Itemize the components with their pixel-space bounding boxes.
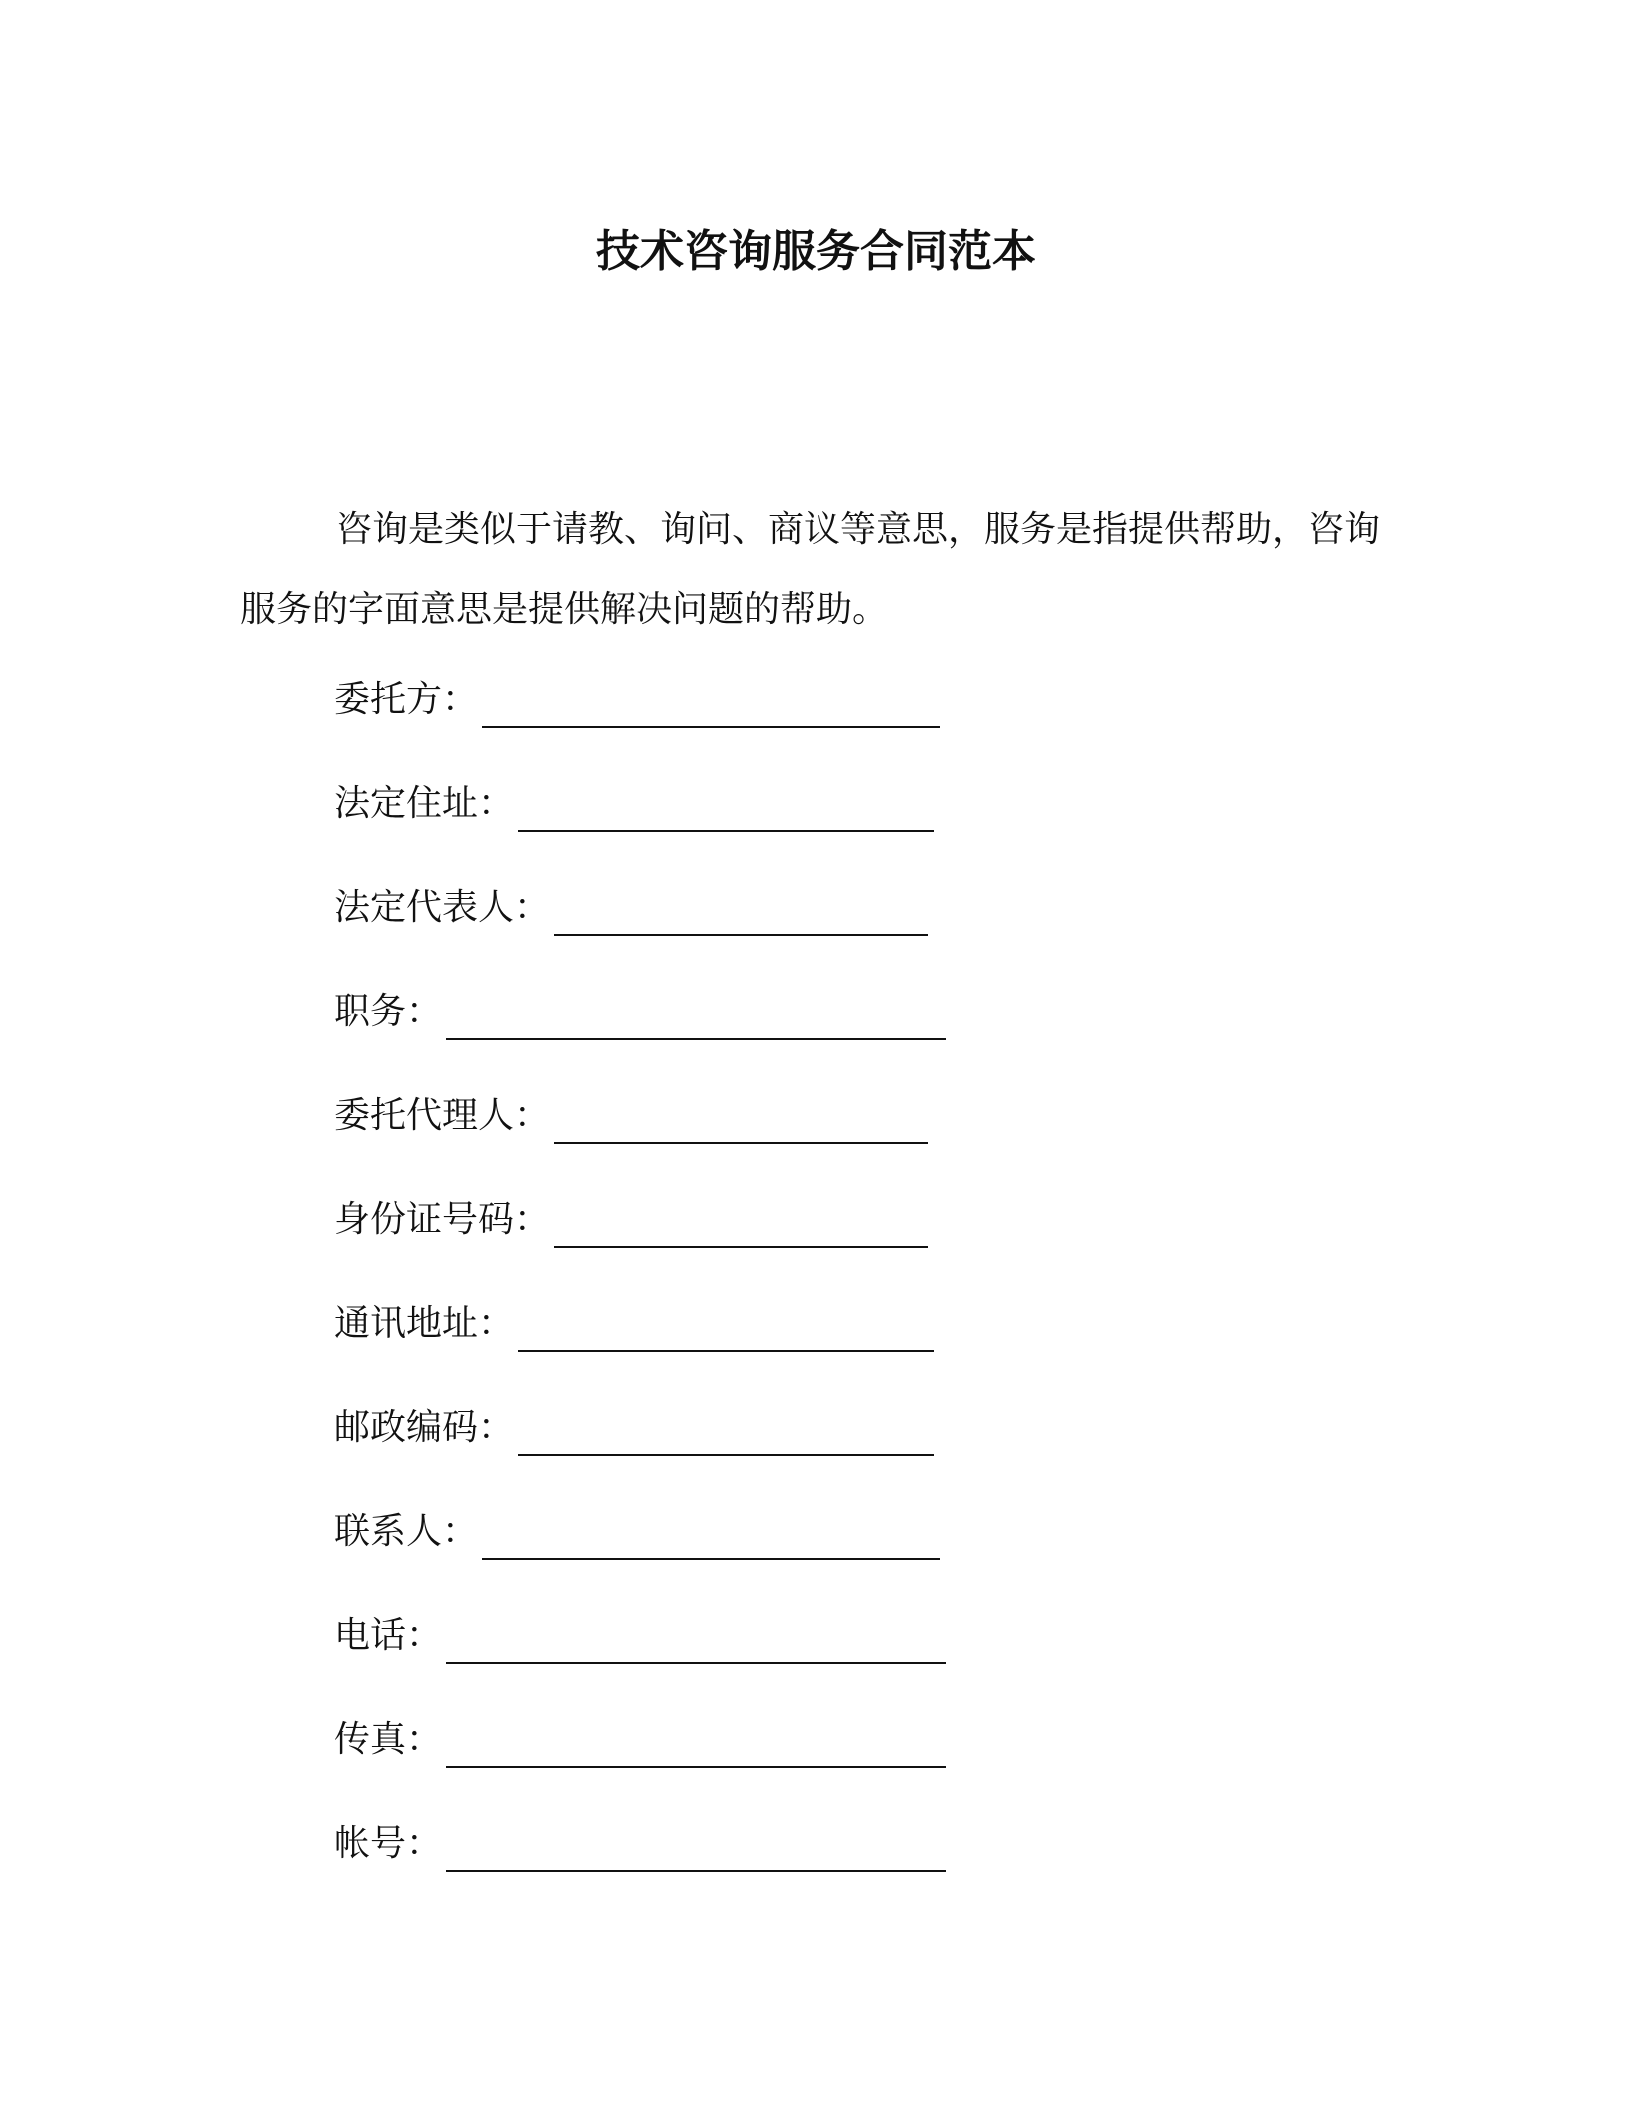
field-label: 法定代表人： [334,887,551,928]
field-row-account [334,1814,1334,1918]
field-label: 电话： [334,1615,443,1656]
field-label: 委托方： [334,679,479,720]
field-label: 传真： [334,1719,443,1760]
field-row-mailing-address [334,1294,1334,1398]
field-label: 身份证号码： [334,1199,551,1240]
blank-fill-line[interactable] [446,1814,946,1872]
field-row-legal-representative [334,878,1334,982]
field-label: 法定住址： [334,783,515,824]
field-row-phone [334,1606,1334,1710]
blank-fill-line[interactable] [446,1606,946,1664]
field-label: 帐号： [334,1823,443,1864]
field-label: 联系人： [334,1511,479,1552]
field-row-postal-code [334,1398,1334,1502]
field-label: 委托代理人： [334,1095,551,1136]
field-label: 职务： [334,991,443,1032]
field-row-id-number [334,1190,1334,1294]
blank-fill-line[interactable] [482,670,940,728]
field-row-fax [334,1710,1334,1814]
blank-fill-line[interactable] [554,878,928,936]
blank-fill-line[interactable] [446,982,946,1040]
field-row-legal-address [334,774,1334,878]
blank-fill-line[interactable] [554,1190,928,1248]
field-row-contact [334,1502,1334,1606]
blank-fill-line[interactable] [518,1398,934,1456]
party-info-fields [334,670,1334,1918]
blank-fill-line[interactable] [446,1710,946,1768]
intro-paragraph: 咨询是类似于请教、询问、商议等意思，服务是指提供帮助，咨询服务的字面意思是提供解决问题的帮助。 [240,509,1381,630]
field-label: 通讯地址： [334,1303,515,1344]
document-title: 技术咨询服务合同范本 [596,226,1036,277]
blank-fill-line[interactable] [518,774,934,832]
blank-fill-line[interactable] [554,1086,928,1144]
field-row-position [334,982,1334,1086]
field-label: 邮政编码： [334,1407,515,1448]
field-row-principal [334,670,1334,774]
blank-fill-line[interactable] [518,1294,934,1352]
field-row-agent [334,1086,1334,1190]
blank-fill-line[interactable] [482,1502,940,1560]
